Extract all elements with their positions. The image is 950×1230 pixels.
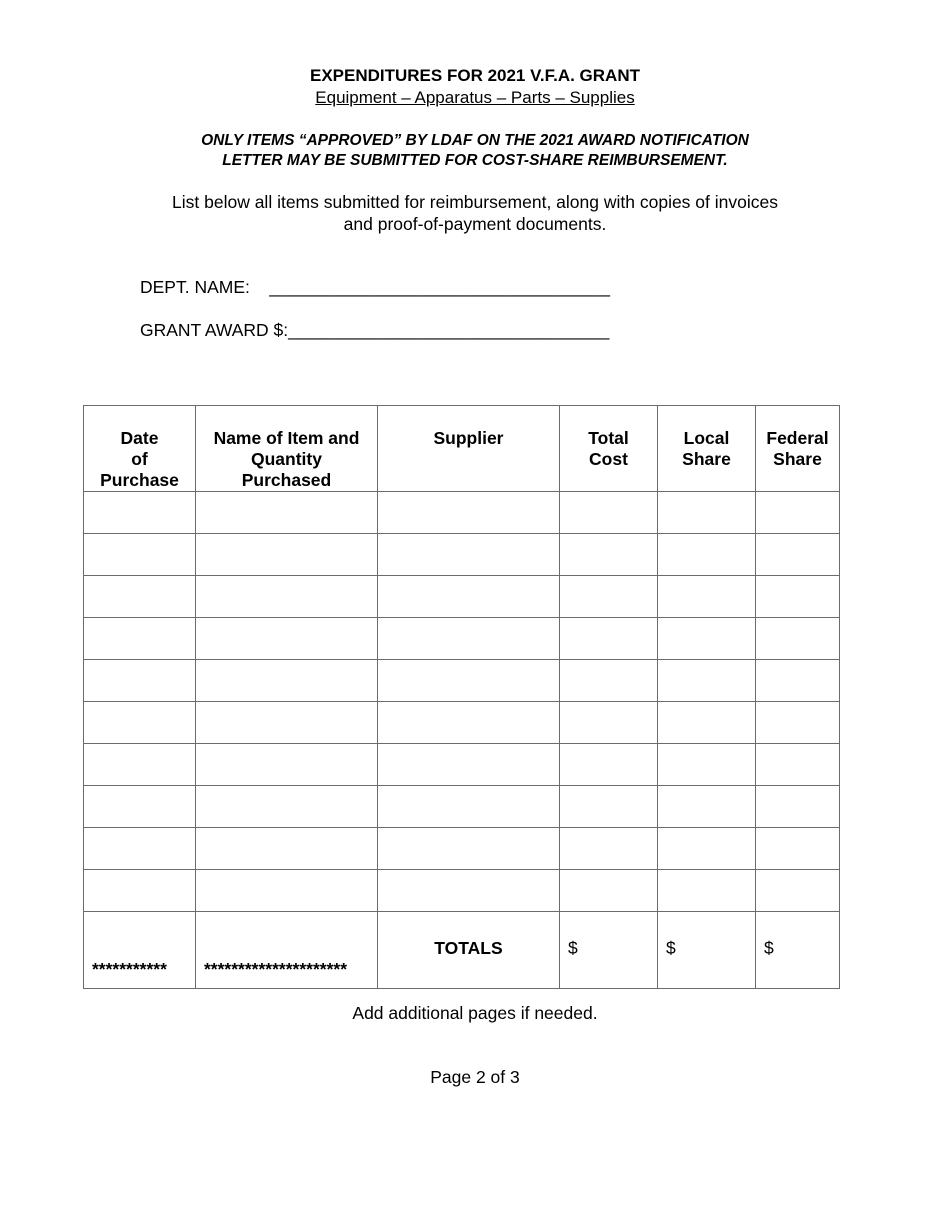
totals-local-share[interactable]: $ xyxy=(658,912,756,989)
local-share-cell[interactable] xyxy=(658,576,756,618)
table-row xyxy=(84,786,840,828)
federal-share-cell[interactable] xyxy=(756,492,840,534)
date-cell[interactable] xyxy=(84,618,196,660)
supplier-cell[interactable] xyxy=(378,870,560,912)
col-header-supplier: Supplier xyxy=(378,406,560,492)
page-number: Page 2 of 3 xyxy=(430,1067,520,1087)
table-row xyxy=(84,702,840,744)
table-row xyxy=(84,870,840,912)
item-cell[interactable] xyxy=(196,702,378,744)
local-share-cell[interactable] xyxy=(658,786,756,828)
table-row xyxy=(84,660,840,702)
date-cell[interactable] xyxy=(84,828,196,870)
supplier-cell[interactable] xyxy=(378,576,560,618)
local-share-cell[interactable] xyxy=(658,702,756,744)
approval-notice xyxy=(0,131,950,171)
date-cell[interactable] xyxy=(84,534,196,576)
local-share-cell[interactable] xyxy=(658,660,756,702)
total-cost-cell[interactable] xyxy=(560,534,658,576)
item-cell[interactable] xyxy=(196,492,378,534)
table-row xyxy=(84,492,840,534)
table-row xyxy=(84,534,840,576)
total-cost-cell[interactable] xyxy=(560,828,658,870)
totals-row xyxy=(84,912,840,989)
item-cell[interactable] xyxy=(196,618,378,660)
supplier-cell[interactable] xyxy=(378,786,560,828)
col-header-item: Name of Item and Quantity Purchased xyxy=(196,406,378,492)
totals-item-stars: ********************* xyxy=(196,912,378,989)
total-cost-cell[interactable] xyxy=(560,660,658,702)
supplier-cell[interactable] xyxy=(378,492,560,534)
item-cell[interactable] xyxy=(196,534,378,576)
local-share-cell[interactable] xyxy=(658,534,756,576)
federal-share-cell[interactable] xyxy=(756,828,840,870)
notice-line-1: ONLY ITEMS “APPROVED” BY LDAF ON THE 2021 AWARD NOTIFICATION xyxy=(201,132,749,149)
table-row xyxy=(84,744,840,786)
table-row xyxy=(84,828,840,870)
additional-pages-note: Add additional pages if needed. xyxy=(352,1003,598,1023)
expenditures-table xyxy=(83,405,840,989)
total-cost-cell[interactable] xyxy=(560,786,658,828)
federal-share-cell[interactable] xyxy=(756,744,840,786)
table-row xyxy=(84,576,840,618)
instructions xyxy=(0,191,950,235)
total-cost-cell[interactable] xyxy=(560,618,658,660)
document-title: EXPENDITURES FOR 2021 V.F.A. GRANT xyxy=(309,66,640,85)
item-cell[interactable] xyxy=(196,576,378,618)
col-header-total-cost: Total Cost xyxy=(560,406,658,492)
grant-award-field[interactable]: GRANT AWARD $:_________________________________ xyxy=(140,320,610,340)
local-share-cell[interactable] xyxy=(658,744,756,786)
local-share-cell[interactable] xyxy=(658,828,756,870)
item-cell[interactable] xyxy=(196,660,378,702)
total-cost-cell[interactable] xyxy=(560,702,658,744)
local-share-cell[interactable] xyxy=(658,618,756,660)
federal-share-cell[interactable] xyxy=(756,786,840,828)
document-subtitle: Equipment – Apparatus – Parts – Supplies xyxy=(315,88,635,107)
total-cost-cell[interactable] xyxy=(560,492,658,534)
dept-name-field[interactable]: DEPT. NAME: ___________________________________ xyxy=(140,277,610,297)
total-cost-cell[interactable] xyxy=(560,870,658,912)
federal-share-cell[interactable] xyxy=(756,702,840,744)
totals-label: TOTALS xyxy=(378,912,560,989)
local-share-cell[interactable] xyxy=(658,492,756,534)
date-cell[interactable] xyxy=(84,492,196,534)
col-header-federal-share: Federal Share xyxy=(756,406,840,492)
instructions-line-2: and proof-of-payment documents. xyxy=(343,214,607,234)
col-header-date: Date of Purchase xyxy=(84,406,196,492)
date-cell[interactable] xyxy=(84,744,196,786)
supplier-cell[interactable] xyxy=(378,828,560,870)
supplier-cell[interactable] xyxy=(378,618,560,660)
federal-share-cell[interactable] xyxy=(756,870,840,912)
supplier-cell[interactable] xyxy=(378,702,560,744)
date-cell[interactable] xyxy=(84,870,196,912)
total-cost-cell[interactable] xyxy=(560,576,658,618)
totals-total-cost[interactable]: $ xyxy=(560,912,658,989)
supplier-cell[interactable] xyxy=(378,660,560,702)
item-cell[interactable] xyxy=(196,828,378,870)
date-cell[interactable] xyxy=(84,660,196,702)
item-cell[interactable] xyxy=(196,870,378,912)
instructions-line-1: List below all items submitted for reimbursement, along with copies of invoices xyxy=(172,192,778,212)
col-header-local-share: Local Share xyxy=(658,406,756,492)
supplier-cell[interactable] xyxy=(378,744,560,786)
date-cell[interactable] xyxy=(84,576,196,618)
local-share-cell[interactable] xyxy=(658,870,756,912)
total-cost-cell[interactable] xyxy=(560,744,658,786)
table-row xyxy=(84,618,840,660)
table-header-row xyxy=(84,406,840,492)
date-cell[interactable] xyxy=(84,702,196,744)
federal-share-cell[interactable] xyxy=(756,534,840,576)
federal-share-cell[interactable] xyxy=(756,576,840,618)
table-body xyxy=(84,492,840,989)
federal-share-cell[interactable] xyxy=(756,660,840,702)
totals-federal-share[interactable]: $ xyxy=(756,912,840,989)
federal-share-cell[interactable] xyxy=(756,618,840,660)
notice-line-2: LETTER MAY BE SUBMITTED FOR COST-SHARE REIMBURSEMENT. xyxy=(222,152,728,169)
totals-date-stars: *********** xyxy=(84,912,196,989)
date-cell[interactable] xyxy=(84,786,196,828)
item-cell[interactable] xyxy=(196,786,378,828)
item-cell[interactable] xyxy=(196,744,378,786)
supplier-cell[interactable] xyxy=(378,534,560,576)
